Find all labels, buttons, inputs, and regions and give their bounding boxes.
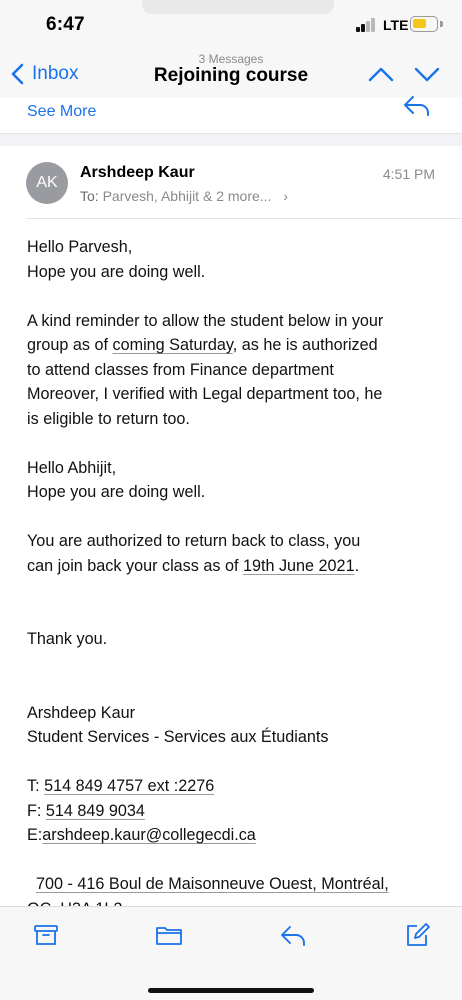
greeting-parvesh: Hello Parvesh,: [27, 238, 133, 256]
greeting-parvesh-line2: Hope you are doing well.: [27, 262, 206, 281]
nav-bar: [0, 46, 462, 98]
sender-name[interactable]: Arshdeep Kaur: [80, 164, 195, 181]
home-indicator: [148, 988, 314, 993]
status-bar: [0, 0, 462, 46]
dynamic-island: [142, 0, 334, 14]
phone-line: T: 514 849 4757 ext :2276: [27, 777, 215, 795]
header-divider: [26, 218, 462, 219]
chevron-down-icon[interactable]: [414, 62, 440, 86]
message-body: [27, 235, 447, 907]
folder-icon[interactable]: [155, 921, 183, 949]
fax-link[interactable]: 514 849 9034: [45, 801, 145, 820]
signal-icon: [356, 18, 378, 32]
reply-icon[interactable]: [279, 921, 307, 949]
chevron-right-icon: ›: [283, 188, 288, 204]
address-line-2-clipped: [27, 897, 447, 907]
thanks-text: Thank you.: [27, 630, 108, 648]
battery-icon: [410, 16, 438, 32]
signature-department: Student Services - Services aux Étudiants: [27, 728, 329, 746]
recipients-list: Parvesh, Abhijit & 2 more...: [102, 188, 272, 204]
battery-fill: [413, 19, 426, 28]
reminder-paragraph: A kind reminder to allow the student below in your group as of coming Saturday, as he is authorized to attend classes from Finance department Moreover, I verified with Legal department too, he is eligible to return too.: [27, 311, 384, 428]
greeting-abhijit-line2: Hope you are doing well.: [27, 483, 206, 501]
greeting-abhijit: Hello Abhijit,: [27, 458, 117, 477]
compose-icon[interactable]: [403, 921, 431, 949]
avatar[interactable]: AK: [26, 162, 68, 204]
email-link[interactable]: arshdeep.kaur@collegecdi.ca: [42, 826, 256, 844]
see-more-link[interactable]: See More: [27, 103, 97, 120]
message-separator: [0, 134, 462, 146]
sent-time: 4:51 PM: [382, 166, 435, 182]
page-title: Rejoining course: [153, 65, 309, 86]
back-label: Inbox: [32, 63, 79, 84]
address-line-1: [27, 872, 447, 897]
fax-line: F: 514 849 9034: [27, 801, 145, 820]
message-count: 3 Messages: [198, 52, 264, 66]
address-link[interactable]: 700 - 416 Boul de Maisonneuve Ouest, Montréal,: [36, 875, 389, 893]
date-link-june[interactable]: 19th June 2021: [242, 556, 355, 575]
authorization-paragraph: You are authorized to return back to class, you can join back your class as of 19th June 2021.: [27, 532, 361, 575]
phone-link[interactable]: 514 849 4757 ext :2276: [44, 777, 215, 795]
message-view: [0, 146, 462, 906]
reply-icon[interactable]: [402, 94, 432, 118]
chevron-up-icon[interactable]: [368, 62, 394, 86]
to-label: To:: [80, 188, 99, 204]
status-time: 6:47: [46, 14, 85, 35]
email-line: E:arshdeep.kaur@collegecdi.ca: [27, 826, 256, 844]
battery-cap: [440, 21, 443, 27]
archive-icon[interactable]: [32, 921, 60, 949]
date-link-saturday[interactable]: coming Saturday: [112, 336, 233, 354]
recipients-line[interactable]: [80, 188, 288, 204]
signature-name: Arshdeep Kaur: [27, 703, 135, 722]
bottom-toolbar: [0, 906, 462, 1000]
previous-message: [0, 98, 462, 134]
network-label: LTE: [383, 17, 409, 33]
